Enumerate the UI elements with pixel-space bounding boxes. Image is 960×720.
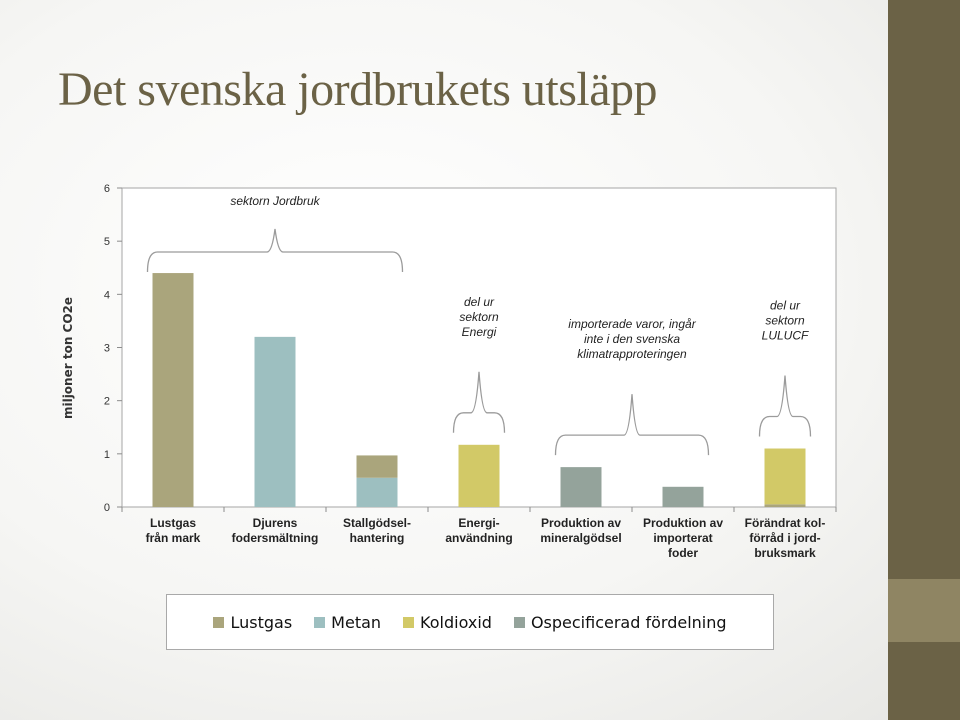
x-category-label: Stallgödsel-hantering <box>342 516 412 545</box>
legend-swatch <box>514 617 525 628</box>
x-category-label: Energi-användning <box>445 516 513 545</box>
annotation-text: importerade varor, ingår inte i den svenska klimatrapproteringen <box>568 317 696 362</box>
chart-legend <box>166 594 774 650</box>
legend-item <box>213 613 292 632</box>
annotation-text: del ur sektorn LULUCF <box>761 298 809 343</box>
legend-swatch <box>403 617 414 628</box>
x-category-label: Produktion av importerat foder <box>642 516 724 560</box>
y-tick-label: 3 <box>103 342 110 355</box>
bar-lustgas <box>357 455 398 477</box>
annotation-text: sektorn Jordbruk <box>230 194 320 208</box>
y-tick-label: 6 <box>103 183 110 195</box>
bar-metan <box>357 478 398 507</box>
bar-metan <box>255 337 296 507</box>
legend-label: Ospecificerad fördelning <box>530 612 727 632</box>
x-category-label: Förändrat kol-förråd i jord-bruksmark <box>744 516 826 560</box>
y-tick-label: 5 <box>103 236 110 249</box>
bar-koldioxid <box>765 449 806 505</box>
legend-swatch <box>213 617 224 628</box>
bar-ospecificerad <box>663 487 704 507</box>
bar-ospecificerad <box>561 467 602 507</box>
bar-lustgas <box>153 273 194 507</box>
y-tick-label: 0 <box>103 502 110 514</box>
x-category-label: Lustgas från mark <box>145 516 201 545</box>
page-title: Det svenska jordbrukets utsläpp <box>58 63 658 116</box>
x-category-label: Produktion av mineralgödsel <box>540 516 622 545</box>
x-category-label: Djurens fodersmältning <box>231 516 319 545</box>
legend-label: Lustgas <box>230 612 293 632</box>
bar-koldioxid <box>459 445 500 507</box>
y-tick-label: 2 <box>103 395 110 408</box>
legend-item <box>314 613 381 632</box>
legend-swatch <box>314 617 325 628</box>
legend-label: Koldioxid <box>420 612 492 632</box>
y-tick-label: 4 <box>103 289 110 302</box>
legend-item <box>403 613 492 632</box>
legend-item <box>514 613 727 632</box>
y-tick-label: 1 <box>103 448 110 461</box>
bar-lustgas <box>765 504 806 507</box>
legend-label: Metan <box>331 612 382 632</box>
y-axis-label: miljoner ton CO2e <box>61 296 75 420</box>
annotation-text: del ur sektorn Energi <box>459 294 499 339</box>
